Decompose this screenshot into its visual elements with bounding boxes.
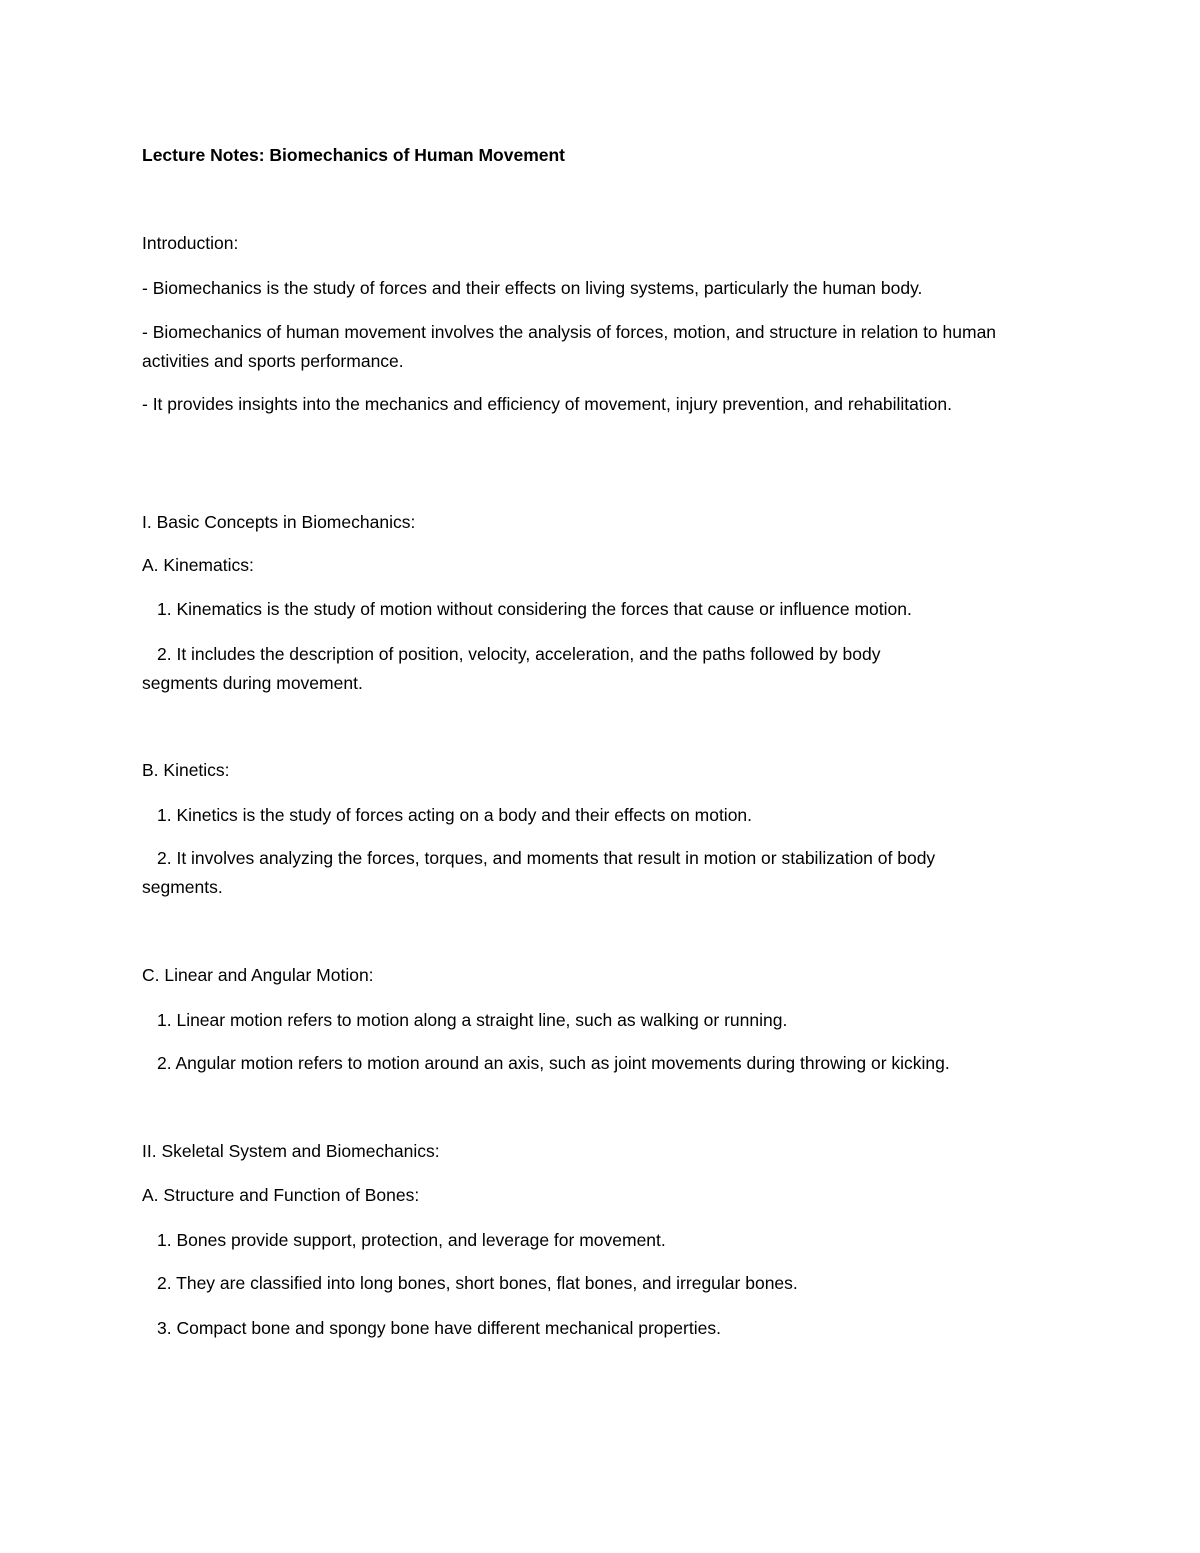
- section1c-item-1: 1. Linear motion refers to motion along a straight line, such as walking or running.: [157, 1010, 788, 1030]
- section1c-heading: C. Linear and Angular Motion:: [142, 965, 374, 985]
- section2a-item-2: 2. They are classified into long bones, short bones, flat bones, and irregular bones.: [157, 1273, 798, 1293]
- intro-heading: Introduction:: [142, 233, 239, 253]
- intro-point-2: - Biomechanics of human movement involves the analysis of forces, motion, and structure in relation to human activities and sports performance.: [142, 322, 997, 371]
- section1b-item-1: 1. Kinetics is the study of forces acting on a body and their effects on motion.: [157, 805, 753, 825]
- section2a-item-3: 3. Compact bone and spongy bone have different mechanical properties.: [157, 1318, 721, 1338]
- section1b-item-2-cont: segments.: [142, 877, 223, 897]
- section1a-heading: A. Kinematics:: [142, 555, 254, 575]
- section1a-item-2-cont: segments during movement.: [142, 673, 363, 693]
- section1a-item-2: 2. It includes the description of position, velocity, acceleration, and the paths followed by body: [157, 644, 881, 664]
- section1c-item-2: 2. Angular motion refers to motion around an axis, such as joint movements during throwing or kicking.: [157, 1053, 950, 1073]
- section2a-item-1: 1. Bones provide support, protection, and leverage for movement.: [157, 1230, 666, 1250]
- section1a-item-1: 1. Kinematics is the study of motion without considering the forces that cause or influence motion.: [157, 599, 912, 619]
- section2-heading: II. Skeletal System and Biomechanics:: [142, 1141, 440, 1161]
- section2a-heading: A. Structure and Function of Bones:: [142, 1185, 420, 1205]
- section1b-heading: B. Kinetics:: [142, 760, 230, 780]
- document-title: Lecture Notes: Biomechanics of Human Movement: [142, 145, 565, 165]
- intro-point-3: - It provides insights into the mechanics and efficiency of movement, injury prevention, and rehabilitation.: [142, 394, 952, 414]
- intro-point-1: - Biomechanics is the study of forces and their effects on living systems, particularly the human body.: [142, 278, 923, 298]
- section1-heading: I. Basic Concepts in Biomechanics:: [142, 512, 416, 532]
- section1b-item-2: 2. It involves analyzing the forces, torques, and moments that result in motion or stabilization of body: [157, 848, 936, 868]
